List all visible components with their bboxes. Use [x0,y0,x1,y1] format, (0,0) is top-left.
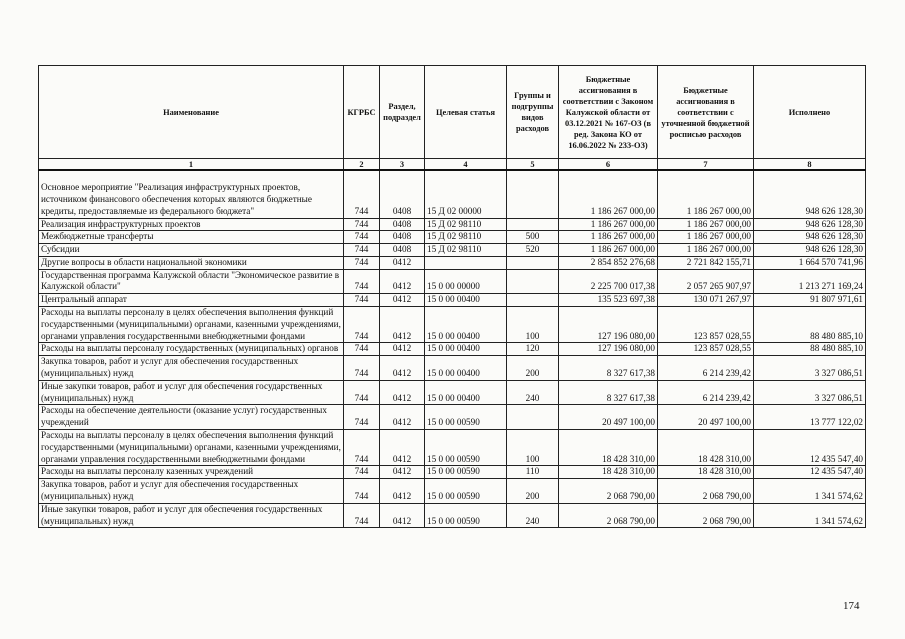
row-razdel: 0412 [380,380,425,405]
row-name: Основное мероприятие "Реализация инфраструктурных проектов, источником финансового обеспечения которых являются бюджетные кредиты, предоставляемые из федерального бюджета" [39,170,344,218]
row-updated-amount: 123 857 028,55 [658,307,754,343]
row-group: 500 [507,231,559,244]
row-target: 15 0 00 00590 [425,479,507,504]
row-group: 110 [507,466,559,479]
table-row [39,256,866,269]
row-kgrbs: 744 [344,244,380,257]
row-razdel: 0412 [380,479,425,504]
row-target: 15 0 00 00000 [425,269,507,294]
header-kgrbs: КГРБС [344,66,380,159]
table-row [39,466,866,479]
row-group [507,170,559,218]
row-group: 200 [507,479,559,504]
row-kgrbs: 744 [344,380,380,405]
row-target [425,256,507,269]
row-razdel: 0408 [380,170,425,218]
row-name: Иные закупки товаров, работ и услуг для обеспечения государственных (муниципальных) нужд [39,380,344,405]
row-razdel: 0412 [380,307,425,343]
row-law-amount: 8 327 617,38 [559,380,658,405]
row-target: 15 0 00 00400 [425,356,507,381]
header-updated: Бюджетные ассигнования в соответствии с уточненной бюджетной росписью расходов [658,66,754,159]
row-kgrbs: 744 [344,466,380,479]
row-razdel: 0412 [380,356,425,381]
row-name: Закупка товаров, работ и услуг для обеспечения государственных (муниципальных) нужд [39,356,344,381]
row-name: Расходы на выплаты персоналу в целях обеспечения выполнения функций государственными (муниципальными) органами, казенными учреждениями, органами управления государственными внебюджетными фондами [39,430,344,466]
table-row [39,380,866,405]
row-executed-amount: 3 327 086,51 [754,356,866,381]
header-name: Наименование [39,66,344,159]
row-law-amount: 18 428 310,00 [559,466,658,479]
column-number: 2 [344,159,380,171]
row-executed-amount: 948 626 128,30 [754,244,866,257]
row-name: Реализация инфраструктурных проектов [39,218,344,231]
row-group: 120 [507,343,559,356]
table-row [39,343,866,356]
row-razdel: 0412 [380,294,425,307]
column-number: 7 [658,159,754,171]
row-target: 15 0 00 00590 [425,430,507,466]
row-updated-amount: 18 428 310,00 [658,466,754,479]
page-number: 174 [843,600,860,612]
row-target: 15 0 00 00590 [425,405,507,430]
row-razdel: 0412 [380,466,425,479]
row-updated-amount: 1 186 267 000,00 [658,218,754,231]
row-executed-amount: 91 807 971,61 [754,294,866,307]
row-name: Расходы на выплаты персоналу в целях обеспечения выполнения функций государственными (муниципальными) органами, казенными учреждениями, органами управления государственными внебюджетными фондами [39,307,344,343]
row-law-amount: 135 523 697,38 [559,294,658,307]
row-law-amount: 1 186 267 000,00 [559,244,658,257]
row-updated-amount: 1 186 267 000,00 [658,244,754,257]
row-law-amount: 1 186 267 000,00 [559,231,658,244]
row-executed-amount: 88 480 885,10 [754,307,866,343]
row-kgrbs: 744 [344,307,380,343]
row-law-amount: 2 068 790,00 [559,503,658,528]
budget-table [38,65,866,528]
row-executed-amount: 948 626 128,30 [754,170,866,218]
table-row [39,356,866,381]
row-updated-amount: 2 068 790,00 [658,503,754,528]
table-row [39,479,866,504]
row-kgrbs: 744 [344,405,380,430]
row-kgrbs: 744 [344,269,380,294]
column-number: 3 [380,159,425,171]
row-razdel: 0412 [380,256,425,269]
column-number: 6 [559,159,658,171]
table-row [39,244,866,257]
table-row [39,307,866,343]
column-number: 8 [754,159,866,171]
row-law-amount: 2 068 790,00 [559,479,658,504]
row-executed-amount: 1 341 574,62 [754,479,866,504]
row-law-amount: 2 225 700 017,38 [559,269,658,294]
row-updated-amount: 18 428 310,00 [658,430,754,466]
row-name: Другие вопросы в области национальной экономики [39,256,344,269]
row-target: 15 Д 02 98110 [425,244,507,257]
table-row [39,503,866,528]
row-kgrbs: 744 [344,256,380,269]
row-name: Расходы на выплаты персоналу государственных (муниципальных) органов [39,343,344,356]
row-razdel: 0408 [380,218,425,231]
column-number: 5 [507,159,559,171]
row-updated-amount: 6 214 239,42 [658,356,754,381]
row-group [507,405,559,430]
header-law: Бюджетные ассигнования в соответствии с Законом Калужской области от 03.12.2021 № 167-ОЗ (в ред. Закона КО от 16.06.2022 № 233-ОЗ) [559,66,658,159]
row-razdel: 0412 [380,503,425,528]
table-row [39,231,866,244]
row-law-amount: 1 186 267 000,00 [559,218,658,231]
row-kgrbs: 744 [344,294,380,307]
row-kgrbs: 744 [344,343,380,356]
row-group [507,269,559,294]
row-executed-amount: 948 626 128,30 [754,218,866,231]
row-updated-amount: 1 186 267 000,00 [658,170,754,218]
row-name: Расходы на выплаты персоналу казенных учреждений [39,466,344,479]
row-target: 15 0 00 00400 [425,343,507,356]
row-kgrbs: 744 [344,356,380,381]
row-group [507,256,559,269]
header-target: Целевая статья [425,66,507,159]
row-name: Субсидии [39,244,344,257]
row-razdel: 0412 [380,343,425,356]
row-kgrbs: 744 [344,218,380,231]
row-target: 15 Д 02 98110 [425,218,507,231]
row-group: 200 [507,356,559,381]
table-row [39,269,866,294]
row-executed-amount: 1 213 271 169,24 [754,269,866,294]
row-updated-amount: 123 857 028,55 [658,343,754,356]
row-law-amount: 127 196 080,00 [559,307,658,343]
column-number: 4 [425,159,507,171]
row-updated-amount: 1 186 267 000,00 [658,231,754,244]
row-kgrbs: 744 [344,231,380,244]
row-name: Центральный аппарат [39,294,344,307]
table-row [39,218,866,231]
row-executed-amount: 1 341 574,62 [754,503,866,528]
row-law-amount: 1 186 267 000,00 [559,170,658,218]
row-kgrbs: 744 [344,479,380,504]
row-target: 15 0 00 00400 [425,307,507,343]
row-executed-amount: 948 626 128,30 [754,231,866,244]
row-updated-amount: 2 068 790,00 [658,479,754,504]
row-target: 15 Д 02 00000 [425,170,507,218]
row-executed-amount: 13 777 122,02 [754,405,866,430]
table-row [39,294,866,307]
row-razdel: 0412 [380,269,425,294]
table-row [39,170,866,218]
row-executed-amount: 1 664 570 741,96 [754,256,866,269]
row-name: Расходы на обеспечение деятельности (оказание услуг) государственных учреждений [39,405,344,430]
row-name: Иные закупки товаров, работ и услуг для обеспечения государственных (муниципальных) нужд [39,503,344,528]
row-kgrbs: 744 [344,503,380,528]
row-law-amount: 127 196 080,00 [559,343,658,356]
row-group: 240 [507,503,559,528]
row-kgrbs: 744 [344,170,380,218]
row-law-amount: 20 497 100,00 [559,405,658,430]
table-row [39,405,866,430]
header-razdel: Раздел, подраздел [380,66,425,159]
row-executed-amount: 12 435 547,40 [754,430,866,466]
row-target: 15 0 00 00590 [425,503,507,528]
column-number-row [39,159,866,171]
row-name: Межбюджетные трансферты [39,231,344,244]
row-law-amount: 18 428 310,00 [559,430,658,466]
row-updated-amount: 2 057 265 907,97 [658,269,754,294]
row-kgrbs: 744 [344,430,380,466]
row-target: 15 0 00 00400 [425,380,507,405]
header-executed: Исполнено [754,66,866,159]
row-executed-amount: 12 435 547,40 [754,466,866,479]
row-target: 15 0 00 00400 [425,294,507,307]
row-executed-amount: 3 327 086,51 [754,380,866,405]
row-executed-amount: 88 480 885,10 [754,343,866,356]
row-updated-amount: 6 214 239,42 [658,380,754,405]
row-group [507,218,559,231]
row-updated-amount: 20 497 100,00 [658,405,754,430]
row-target: 15 Д 02 98110 [425,231,507,244]
row-group: 100 [507,430,559,466]
column-number: 1 [39,159,344,171]
row-updated-amount: 2 721 842 155,71 [658,256,754,269]
row-razdel: 0412 [380,405,425,430]
row-group [507,294,559,307]
row-name: Государственная программа Калужской области "Экономическое развитие в Калужской области" [39,269,344,294]
table-header-row [39,66,866,159]
row-group: 520 [507,244,559,257]
header-groups: Группы и подгруппы видов расходов [507,66,559,159]
row-group: 100 [507,307,559,343]
row-law-amount: 8 327 617,38 [559,356,658,381]
row-razdel: 0408 [380,231,425,244]
row-updated-amount: 130 071 267,97 [658,294,754,307]
row-name: Закупка товаров, работ и услуг для обеспечения государственных (муниципальных) нужд [39,479,344,504]
table-row [39,430,866,466]
row-target: 15 0 00 00590 [425,466,507,479]
row-law-amount: 2 854 852 276,68 [559,256,658,269]
row-razdel: 0412 [380,430,425,466]
row-razdel: 0408 [380,244,425,257]
row-group: 240 [507,380,559,405]
